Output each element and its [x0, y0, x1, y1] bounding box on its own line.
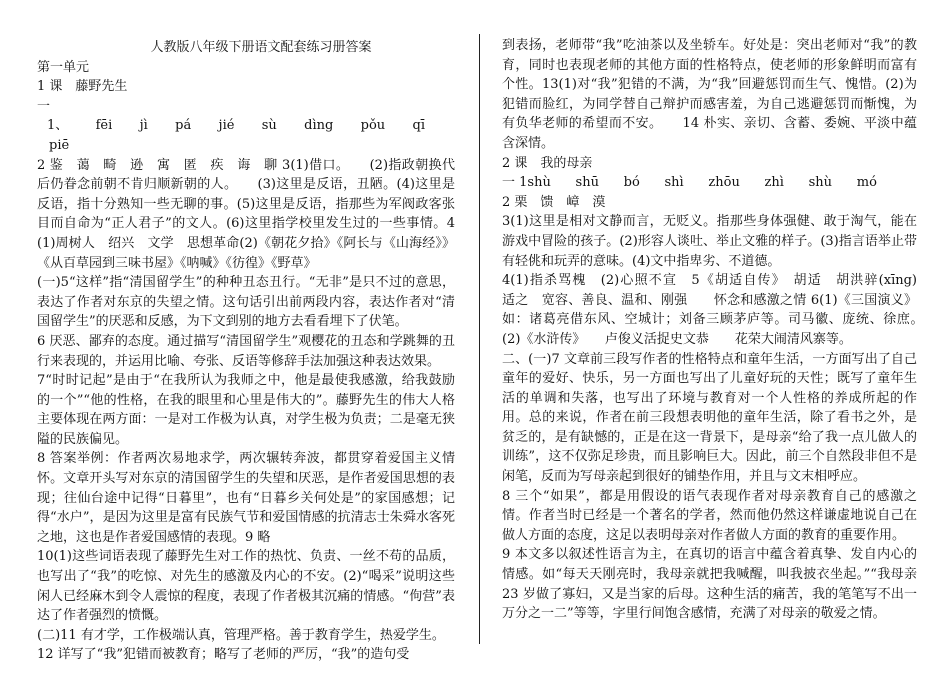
pinyin-item: fēi — [95, 118, 113, 134]
answer-paragraph: 12 详写了“我”犯错而被教育；略写了老师的严厉，“我”的造句受 — [37, 647, 410, 663]
pinyin-item: shū — [575, 175, 599, 191]
pinyin-item: pá — [175, 118, 192, 134]
pinyin-item: jié — [218, 118, 235, 134]
pinyin-item: 1、 — [47, 118, 69, 134]
pinyin-item: jì — [139, 118, 148, 134]
lesson-heading: 1 课 藤野先生 — [37, 79, 128, 95]
answer-paragraph: 10(1)这些词语表现了藤野先生对工作的热忱、负责、一丝不苟的品质，也写出了“我”的吃惊、对先生的感激及内心的不安。(2)“喝采”说明这些闲人已经麻木到令人震惊的程度，表现了作者极其沉痛的情感。“佝营”表达了作者强烈的愤慨。 — [37, 549, 455, 624]
answer-paragraph: 8 答案举例：作者两次易地求学，两次辗转奔波，都贯穿着爱国主义情怀。文章开头写对东京的清国留学生的失望和厌恶，是作者爱国思想的表现；往仙台途中记得“日暮里”，也有“日暮乡关何处是”的家国感想；记得“水户”，是因为这里是富有民族气节和爱国情感的抗清志士朱舜水客死之地，这也是作者爱国感情的表现。9 略 — [37, 451, 455, 545]
column-divider — [479, 34, 480, 644]
pinyin-tail: piē — [49, 137, 70, 153]
answer-paragraph: 到表扬，老师带“我”吃油茶以及坐轿车。好处是：突出老师对“我”的教育，同时也表现老师的其他方面的性格特点，使老师的形象鲜明而富有个性。13(1)对“我”犯错的不满，为“我”回避惩罚而生气、愧惜。(2)为犯错而脸红，为同学替自己辩护而感害羞，为自己逃避惩罚而惭愧，为有负华老师的希望而不安。 14 朴实、亲切、含蓄、委婉、平淡中蕴含深情。 — [502, 38, 917, 151]
answer-paragraph: 二、(一)7 文章前三段写作者的性格特点和童年生活，一方面写出了自己童年的爱好、快乐，另一方面也写出了儿童好玩的天性；既写了童年生活的单调和失落，也写出了环境与教育对一个人性格的养成所起的作用。总的来说，作者在前三段想表明他的童年生活，除了看书之外，是贫乏的，是有缺憾的，正是在这一背景下，是母亲“给了我一点儿做人的训练”，这不仅弥足珍贵，而且影响巨大。因此，前三个自然段非但不是闲笔，反而为写母亲起到很好的铺垫作用，并且与文末相呼应。 — [502, 351, 917, 485]
pinyin-row — [502, 173, 917, 193]
document-title: 人教版八年级下册语文配套练习册答案 — [150, 40, 372, 55]
pinyin-item: qī — [412, 118, 425, 134]
pinyin-item: dìng — [304, 118, 334, 134]
answer-paragraph: 4(1)指杀骂槐 (2)心照不宣 5《胡适自传》 胡适 胡洪骍(xīng) 适之 宽容、善良、温和、刚强 怀念和感激之情 6(1)《三国演义》如：诸葛亮借东风、空城计；刘备三顾茅庐等。司马徽、庞统、徐庶。 (2)《水浒传》 卢俊义活捉史文恭 花荣大闹清风寨等。 — [502, 273, 944, 347]
unit-heading: 第一单元 — [37, 59, 90, 75]
answer-paragraph: 3(1)这里是相对文静而言，无贬义。指那些身体强健、敢于淘气，能在游戏中冒险的孩子。(2)形容人谈吐、举止文雅的样子。(3)指言语举止带有轻佻和玩弄的意味。(4)文中指卑劣、不道德。 — [502, 214, 917, 269]
answer-paragraph: 9 本文多以叙述性语言为主，在真切的语言中蕴含着真挚、发自内心的情感。如“每天天刚亮时，我母亲就把我喊醒，叫我披衣坐起。”“我母亲 23 岁做了寡妇，又是当家的后母。这种生活的痛苦，我的笔笔写不出一万分之一二”等等，字里行间饱含感情，充满了对母亲的敬爱之情。 — [502, 547, 917, 622]
pinyin-item: shì — [664, 175, 684, 191]
right-column — [502, 36, 944, 624]
pinyin-item: zhōu — [708, 175, 740, 191]
pinyin-item: shù — [808, 175, 833, 191]
pinyin-item: bó — [623, 175, 640, 191]
answer-paragraph: 2 栗 馈 嶂 漠 — [502, 194, 606, 210]
answer-paragraph: 8 三个“如果”，都是用假设的语气表现作者对母亲教育自己的感激之情。作者当时已经是一个著名的学者，然而他仍然这样谦虚地说自己在做人方面的态度，这足以表明母亲对作者做人方面的教育的重要作用。 — [502, 488, 917, 543]
lesson-heading: 2 课 我的母亲 — [502, 155, 593, 171]
pinyin-item: pǒu — [360, 118, 386, 134]
pinyin-row — [37, 116, 455, 136]
pinyin-item: 一 1shù — [502, 175, 551, 191]
pinyin-item: sù — [261, 118, 277, 134]
answer-paragraph: (一)5“这样”指“清国留学生”的种种丑态丑行。“无非”是只不过的意思，表达了作者对东京的失望之情。这句话引出前两段内容，表达作者对“清国留学生”的厌恶和反感，为下文到别的地方去看看埋下了伏笔。 — [37, 275, 455, 330]
answer-paragraph: 6 厌恶、鄙弃的态度。通过描写“清国留学生”观樱花的丑态和学跳舞的丑行来表现的，并运用比喻、夸张、反语等修辞手法加强这种表达效果。 — [37, 333, 455, 369]
answer-paragraph: (二)11 有才学，工作极端认真，管理严格。善于教育学生，热爱学生。 — [37, 627, 445, 643]
answer-paragraph: 2 鉴 蔼 畸 逊 寓 匿 疾 诲 聊 3(1)借口。 (2)指政朝换代后仍眷念前朝不肯归顺新朝的人。 (3)这里是反语，丑陋。(4)这里是反语，指十分熟知一些无聊的事。(5)这里是反语，指那些为军阀政客张目而自命为“正人君子”的文人。(6)这里指学校里发生过的一些事情。4(1)周树人 绍兴 文学 思想革命(2)《朝花夕拾》《阿长与《山海经》》《从百草园到三味书屋》《呐喊》《彷徨》《野草》 — [37, 157, 455, 271]
section-marker: 一 — [37, 98, 51, 114]
left-column — [37, 38, 455, 665]
pinyin-item: mó — [856, 175, 877, 191]
answer-paragraph: 7“时时记起”是由于“在我所认为我师之中，他是最使我感激，给我鼓励的一个”“他的性格，在我的眼里和心里是伟大的”。藤野先生的伟大人格主要体现在两方面：一是对工作极为认真，对学生极为负责；二是毫无狭隘的民族偏见。 — [37, 373, 455, 447]
pinyin-item: zhì — [764, 175, 784, 191]
